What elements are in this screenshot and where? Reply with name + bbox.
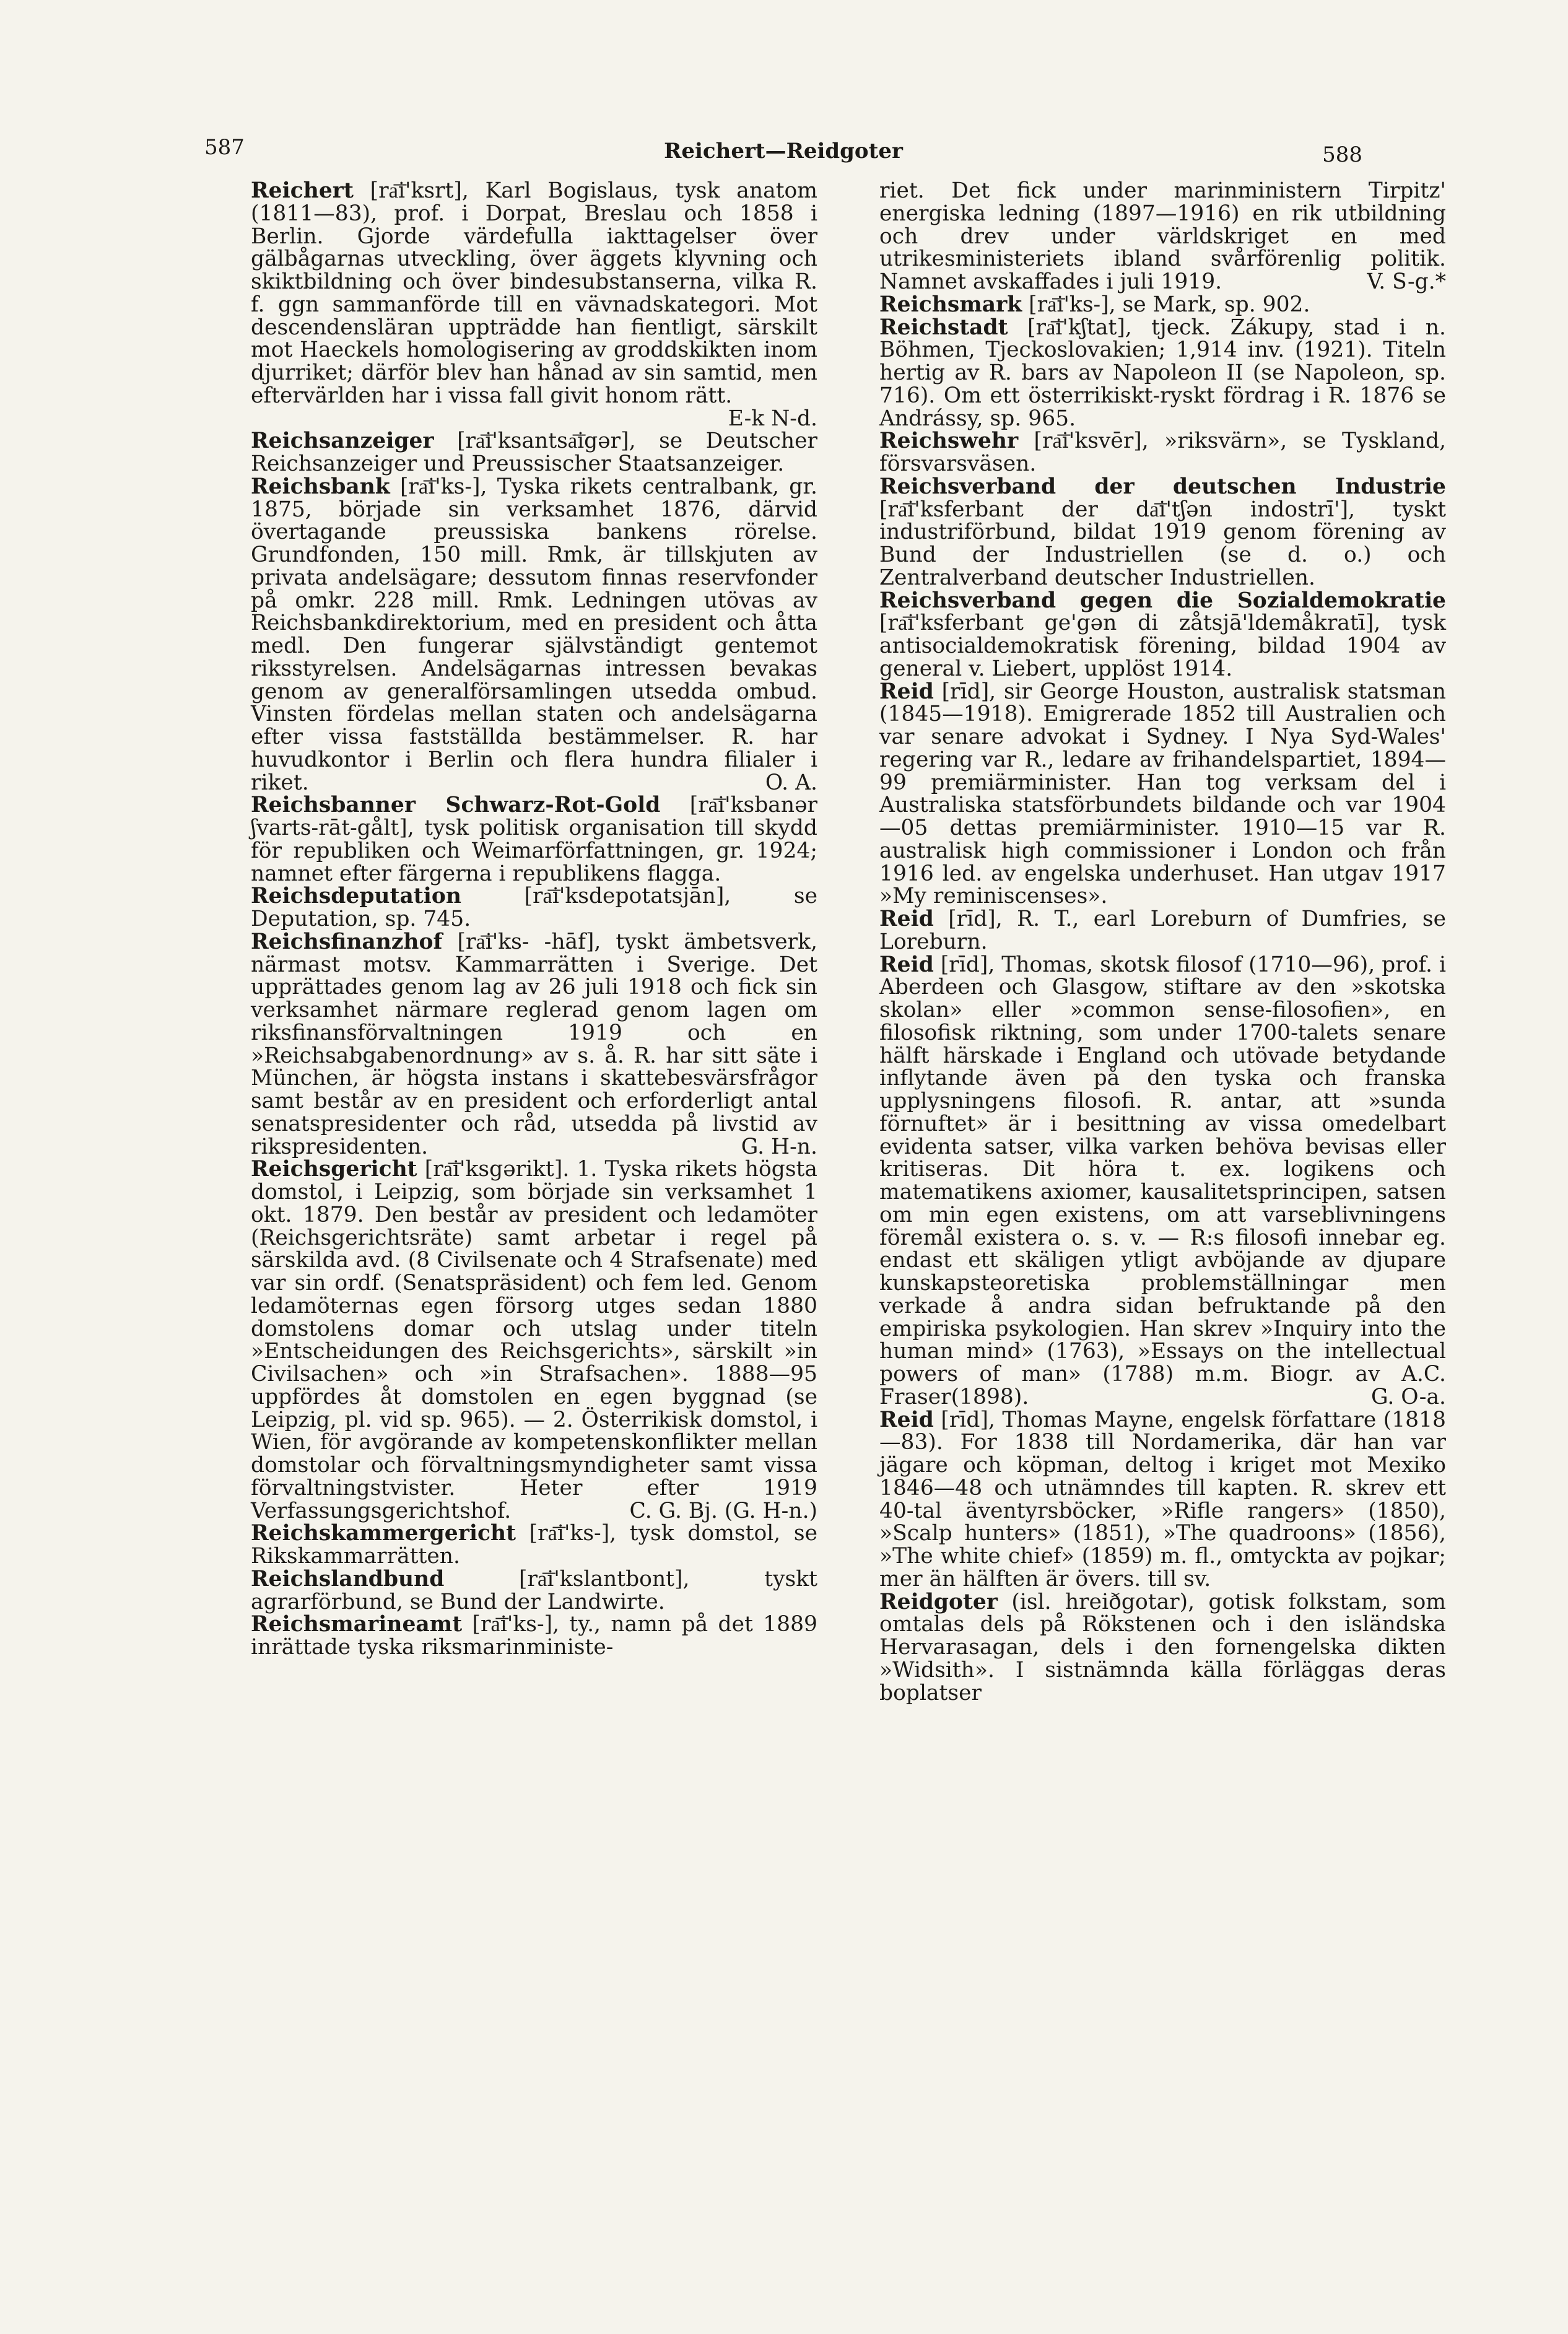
entry-headword: Reichsmarineamt xyxy=(251,1612,463,1637)
entry-text: [ra͞i'ksdepotatsjān], se Deputation, sp. 745. xyxy=(251,884,817,931)
entry xyxy=(879,316,1446,430)
entry-headword: Reichskammergericht xyxy=(251,1521,516,1546)
entry xyxy=(251,1568,817,1614)
entry-headword: Reichsbank xyxy=(251,474,390,499)
entry-headword: Reidgoter xyxy=(879,1589,998,1614)
entry-headword: Reichsbanner Schwarz-Rot-Gold xyxy=(251,793,661,818)
entry-text: [ra͞i'ks-], se Mark, sp. 902. xyxy=(1022,292,1310,317)
entry xyxy=(251,1158,817,1522)
entry-text: [ra͞i'ks-], tysk domstol, se Rikskammarrätten. xyxy=(251,1521,817,1569)
entry xyxy=(879,954,1446,1409)
entry-headword: Reichstadt xyxy=(879,315,1008,340)
entry-signature: G. O-a. xyxy=(1370,1384,1446,1409)
entry xyxy=(879,1591,1446,1705)
entry-text: (isl. hreiðgotar), gotisk folkstam, som omtalas dels på Rökstenen och i den isländska Hervarasagan, dels i den fornengelska dikten »Widsith». I sistnämnda källa förläggas deras boplatser xyxy=(879,1589,1446,1705)
entry-headword: Reid xyxy=(879,679,934,704)
entry-headword: Reichswehr xyxy=(879,429,1019,454)
left-column xyxy=(251,180,817,1659)
entry xyxy=(251,430,817,476)
entry-headword: Reichsmark xyxy=(879,292,1022,317)
entry xyxy=(251,180,817,430)
entry-headword: Reichsgericht xyxy=(251,1157,417,1182)
entry-headword: Reichsanzeiger xyxy=(251,429,434,454)
entry-signature: C. G. Bj. (G. H-n.) xyxy=(629,1498,817,1523)
running-head: Reichert—Reidgoter xyxy=(664,139,903,163)
entry-text: [ra͞i'ksferbant ge'gən di zåtsjā'ldemåkratī], tysk antisocialdemokratisk förening, bildad 1904 av general v. Liebert, upplöst 1914. xyxy=(879,611,1446,681)
entry xyxy=(879,180,1446,294)
entry-text: [ra͞i'ksrt], Karl Bogislaus, tysk anatom (1811—83), prof. i Dorpat, Breslau och 1858 i Berlin. Gjorde värdefulla iakttagelser över gälbågarnas utveckling, över äggets klyvning och skiktbildning och över bindesubstanserna, vilka R. f. ggn sammanförde till en vävnadskategori. Mot descendensläran uppträdde han fientligt, särskilt mot Haeckels homologisering av groddskikten inom djurriket; därför blev han hånad av sin samtid, men eftervärlden har i vissa fall givit honom rätt. xyxy=(251,178,817,408)
page-number-right: 588 xyxy=(1322,142,1362,167)
entry xyxy=(251,1522,817,1568)
entry xyxy=(879,294,1446,316)
entry-text: [rīd], R. T., earl Loreburn of Dumfries, se Loreburn. xyxy=(879,907,1446,954)
entry xyxy=(879,681,1446,908)
entry-headword: Reichsverband der deutschen Industrie xyxy=(879,474,1446,499)
entry-text: [ra͞i'ks-], ty., namn på det 1889 inrättade tyska riksmarinministe- xyxy=(251,1612,817,1660)
entry-text: [ra͞i'kʃtat], tjeck. Zákupy, stad i n. Böhmen, Tjeckoslovakien; 1,914 inv. (1921). Titeln hertig av R. bars av Napoleon II (se Napoleon, sp. 716). Om ett österrikiskt-ryskt fördrag i R. 1876 se Andrássy, sp. 965. xyxy=(879,315,1446,431)
right-column xyxy=(879,180,1446,1704)
entry-text: [rīd], sir George Houston, australisk statsman (1845—1918). Emigrerade 1852 till Australien och var senare advokat i Sydney. I Nya Syd-Wales' regering var R., ledare av frihandelspartiet, 1894—99 premiärminister. Han tog verksam del i Australiska statsförbundets bildande och var 1904—05 dettas premiärminister. 1910—15 var R. australisk high commissioner i London och från 1916 led. av engelska underhuset. Han utgav 1917 »My reminiscenses». xyxy=(879,679,1446,909)
entry-signature: V. S-g.* xyxy=(1367,269,1446,294)
entry-signature: O. A. xyxy=(765,770,817,795)
entry-headword: Reichsverband gegen die Sozialdemokratie xyxy=(879,588,1446,613)
entry-headword: Reichsdeputation xyxy=(251,884,461,909)
entry-headword: Reichslandbund xyxy=(251,1566,445,1592)
entry-text: [ra͞i'ksbanər ʃvarts-rāt-gålt], tysk politisk organisation till skydd för republiken och Weimarförfattningen, gr. 1924; namnet efter färgerna i republikens flagga. xyxy=(251,793,817,886)
entry xyxy=(879,1409,1446,1591)
entry-headword: Reid xyxy=(879,1407,934,1432)
entry-headword: Reichert xyxy=(251,178,354,203)
entry-text: [ra͞i'ksantsa͞igər], se Deutscher Reichsanzeiger und Preussischer Staatsanzeiger. xyxy=(251,429,817,476)
entry-text: riet. Det fick under marinministern Tirpitz' energiska ledning (1897—1916) en rik utbildning och drev under världskriget en med utrikesministeriets ibland svårförenlig politik. Namnet avskaffades i juli 1919. xyxy=(879,178,1446,294)
entry xyxy=(879,908,1446,954)
entry-text: [ra͞i'ksvēr], »riksvärn», se Tyskland, försvarsväsen. xyxy=(879,429,1446,476)
entry-signature: E-k N-d. xyxy=(728,406,817,431)
entry-signature: G. H-n. xyxy=(741,1134,817,1159)
entry-text: [rīd], Thomas, skotsk filosof (1710—96), prof. i Aberdeen och Glasgow, stiftare av den »skotska skolan» eller »common sense-filosofien», en filosofisk riktning, som under 1700-talets senare hälft härskade i England och utövade betydande inflytande även på den tyska och franska upplysningens filosofi. R. antar, att »sunda förnuftet» är i besittning av vissa omedelbart evidenta satser, vilka varken behöva bevisas eller kritiseras. Dit höra t. ex. logikens och matematikens axiomer, kausalitetsprincipen, satsen om min egen existens, om att varseblivningens föremål existera o. s. v. — R:s filosofi innebar eg. endast ett skäligen ytligt avböjande av djupare kunskapsteoretiska problemställningar men verkade å andra sidan befruktande på den empiriska psykologien. Han skrev »Inquiry into the human mind» (1763), »Essays on the intellectual powers of man» (1788) m.m. Biogr. av A.C. Fraser(1898). xyxy=(879,952,1446,1409)
entry-text: [ra͞i'ksgərikt]. 1. Tyska rikets högsta domstol, i Leipzig, som började sin verksamhet 1 okt. 1879. Den består av president och ledamöter (Reichsgerichtsräte) samt arbetar i regel på särskilda avd. (8 Civilsenate och 4 Strafsenate) med var sin ordf. (Senatspräsident) och fem led. Genom ledamöternas egen försorg utges sedan 1880 domstolens domar och utslag under titeln »Entscheidungen des Reichsgerichts», särskilt »in Civilsachen» och »in Strafsachen». 1888—95 uppfördes åt domstolen en egen byggnad (se Leipzig, pl. vid sp. 965). — 2. Österrikisk domstol, i Wien, för avgörande av kompetenskonflikter mellan domstolar och förvaltningsmyndigheter samt vissa förvaltningstvister. Heter efter 1919 Verfassungsgerichtshof. xyxy=(251,1157,817,1523)
entry xyxy=(879,476,1446,590)
entry-text: [ra͞i'ks- -hāf], tyskt ämbetsverk, närmast motsv. Kammarrätten i Sverige. Det upprättades genom lag av 26 juli 1918 och fick sin verksamhet närmare reglerad genom lagen om riksfinansförvaltningen 1919 och en »Reichsabgabenordnung» av s. å. R. har sitt säte i München, är högsta instans i skattebesvärsfrågor samt består av en president och erforderligt antal senatspresidenter och råd, utsedda på livstid av rikspresidenten. xyxy=(251,929,817,1159)
entry-headword: Reichsfinanzhof xyxy=(251,929,443,954)
entry xyxy=(251,794,817,885)
entry-headword: Reid xyxy=(879,952,934,977)
entry-text: [ra͞i'ks-], Tyska rikets centralbank, gr. 1875, började sin verksamhet 1876, därvid övertagande preussiska bankens rörelse. Grundfonden, 150 mill. Rmk, är tillskjuten av privata andelsägare; dessutom finnas reservfonder på omkr. 228 mill. Rmk. Ledningen utövas av Reichsbankdirektorium, med en president och åtta medl. Den fungerar självständigt gentemot riksstyrelsen. Andelsägarnas intressen bevakas genom av generalförsamlingen utsedda ombud. Vinsten fördelas mellan staten och andelsägarna efter vissa fastställda bestämmelser. R. har huvudkontor i Berlin och flera hundra filialer i riket. xyxy=(251,474,817,795)
entry-text: [ra͞i'ksferbant der da͞i'tʃən indostrī'], tyskt industriförbund, bildat 1919 genom förening av Bund der Industriellen (se d. o.) och Zentralverband deutscher Industriellen. xyxy=(879,497,1446,590)
entry xyxy=(251,476,817,795)
page-number-left: 587 xyxy=(204,135,245,160)
entry-text: [ra͞i'kslantbont], tyskt agrarförbund, se Bund der Landwirte. xyxy=(251,1566,817,1614)
entry xyxy=(251,1613,817,1659)
entry-headword: Reid xyxy=(879,907,934,931)
page-header xyxy=(204,135,1362,172)
entry xyxy=(879,430,1446,476)
entry xyxy=(251,885,817,931)
entry xyxy=(879,590,1446,681)
entry xyxy=(251,931,817,1159)
entry-text: [rīd], Thomas Mayne, engelsk författare (1818—83). For 1838 till Nordamerika, där han var jägare och köpman, deltog i kriget mot Mexiko 1846—48 och utnämndes till kapten. R. skrev ett 40-tal äventyrsböcker, »Rifle rangers» (1850), »Scalp hunters» (1851), »The quadroons» (1856), »The white chief» (1859) m. fl., omtyckta av pojkar; mer än hälften är övers. till sv. xyxy=(879,1407,1446,1592)
